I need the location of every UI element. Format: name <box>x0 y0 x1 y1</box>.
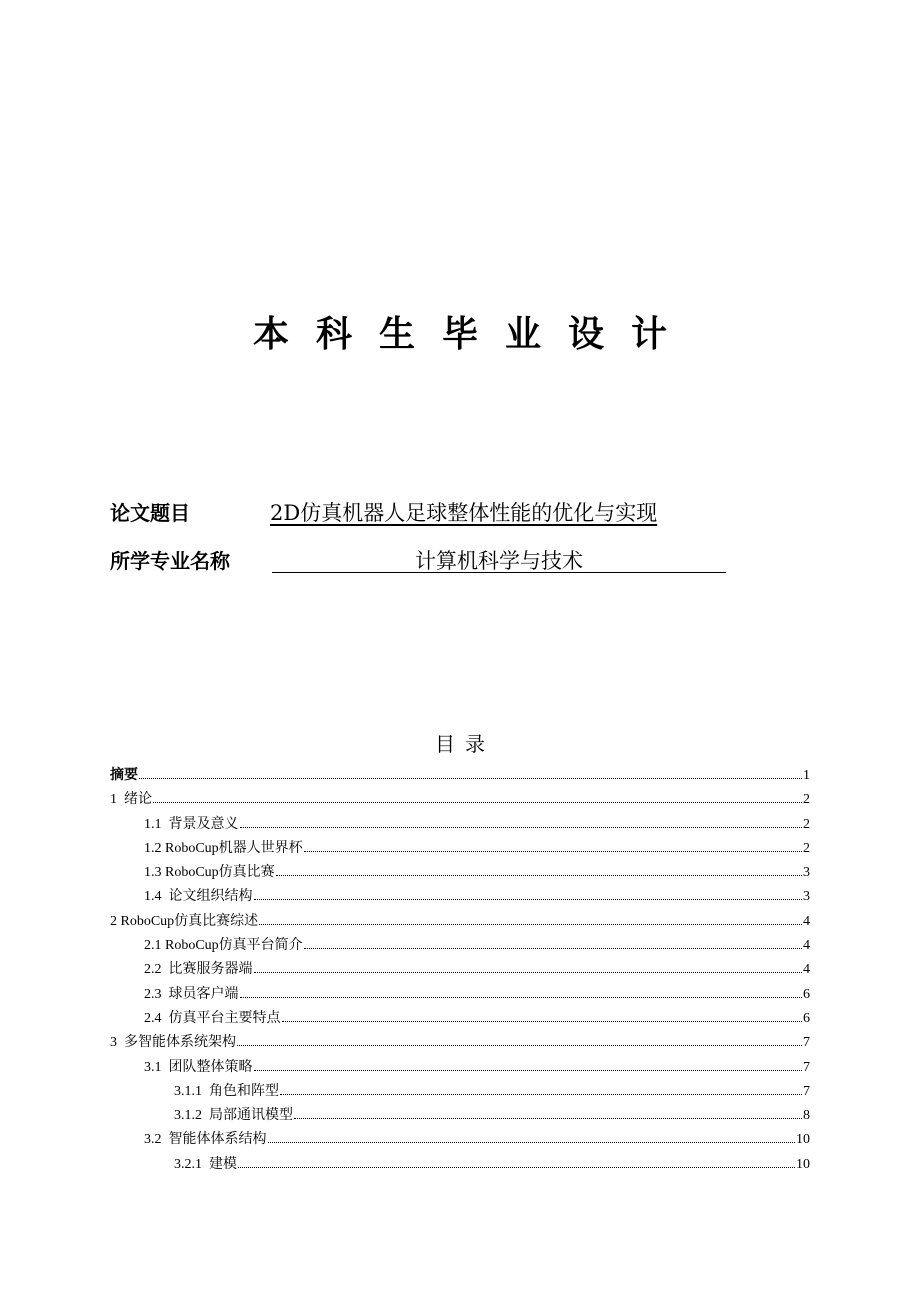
toc-title: 目录 <box>435 732 495 756</box>
toc-leader <box>254 1070 803 1071</box>
thesis-title-row <box>110 495 730 529</box>
toc-leader <box>254 899 803 900</box>
toc-entry-2-2[interactable] <box>110 960 810 984</box>
cover-title: 本科生毕业设计 <box>252 314 694 355</box>
toc-leader <box>276 875 802 876</box>
toc-entry-text: 摘要 <box>110 768 138 783</box>
toc-entry-3-1-2[interactable] <box>110 1106 810 1130</box>
toc-entry-text: 3.1.1 角色和阵型 <box>174 1083 279 1099</box>
toc-entry-2-4[interactable] <box>110 1009 810 1033</box>
toc-entry-text: 2.4 仿真平台主要特点 <box>144 1010 281 1026</box>
toc-entry-1[interactable] <box>110 790 810 814</box>
toc-entry-text: 3.1.2 局部通讯模型 <box>174 1108 293 1124</box>
toc-leader <box>259 924 802 925</box>
toc-page-number: 4 <box>803 962 810 978</box>
thesis-title-value: 2D仿真机器人足球整体性能的优化与实现 <box>270 501 658 525</box>
major-row <box>110 543 730 577</box>
toc-entry-text: 2.3 球员客户端 <box>144 986 239 1002</box>
toc-entry-text: 2 RoboCup仿真比赛综述 <box>110 913 259 929</box>
toc-entry-text: 1.2 RoboCup机器人世界杯 <box>144 840 303 856</box>
toc-entry-1-4[interactable] <box>110 887 810 911</box>
toc-entry-1-3[interactable] <box>110 863 810 887</box>
toc-entry-3-1[interactable] <box>110 1058 810 1082</box>
toc-page-number: 2 <box>803 816 810 832</box>
thesis-title-label: 论文题目 <box>110 501 190 525</box>
toc-page-number: 7 <box>803 1035 810 1051</box>
toc-entry-text: 1.3 RoboCup仿真比赛 <box>144 865 275 881</box>
toc-page-number: 10 <box>796 1132 810 1148</box>
toc-entry-text: 2.2 比赛服务器端 <box>144 962 253 978</box>
toc-leader <box>238 1167 795 1168</box>
toc-page-number: 7 <box>803 1083 810 1099</box>
toc-leader <box>237 1045 802 1046</box>
toc-entry-text: 1.4 论文组织结构 <box>144 889 253 905</box>
toc-leader <box>254 972 803 973</box>
toc-page-number: 8 <box>803 1108 810 1124</box>
toc-page-number: 4 <box>803 938 810 954</box>
toc-entry-text: 2.1 RoboCup仿真平台简介 <box>144 938 303 954</box>
toc-entry-3-1-1[interactable] <box>110 1082 810 1106</box>
toc-entry-1-2[interactable] <box>110 839 810 863</box>
toc-page-number: 6 <box>803 986 810 1002</box>
toc-entry-3-2-1[interactable] <box>110 1155 810 1179</box>
toc-leader <box>294 1118 802 1119</box>
toc-leader <box>139 778 802 779</box>
toc-entry-text: 3 多智能体系统架构 <box>110 1035 236 1051</box>
toc-leader <box>282 1021 803 1022</box>
toc-leader <box>153 802 802 803</box>
toc-leader <box>304 851 802 852</box>
toc-leader <box>240 827 803 828</box>
toc-page-number: 1 <box>803 768 810 783</box>
toc-page-number: 4 <box>803 913 810 929</box>
toc-entry-text: 3.2 智能体体系结构 <box>144 1132 267 1148</box>
toc-page-number: 10 <box>796 1156 810 1172</box>
toc-leader <box>280 1094 802 1095</box>
toc-entry-2-1[interactable] <box>110 936 810 960</box>
table-of-contents <box>110 766 810 1179</box>
major-label: 所学专业名称 <box>110 549 230 573</box>
toc-entry-3[interactable] <box>110 1033 810 1057</box>
toc-entry-text: 3.2.1 建模 <box>174 1156 237 1172</box>
toc-page-number: 2 <box>803 792 810 808</box>
toc-entry-text: 3.1 团队整体策略 <box>144 1059 253 1075</box>
toc-entry-1-1[interactable] <box>110 815 810 839</box>
major-value: 计算机科学与技术 <box>415 549 583 573</box>
toc-entry-text: 1.1 背景及意义 <box>144 816 239 832</box>
toc-leader <box>304 948 802 949</box>
toc-page-number: 3 <box>803 865 810 881</box>
toc-entry-2[interactable] <box>110 912 810 936</box>
toc-entry-2-3[interactable] <box>110 985 810 1009</box>
toc-entry-abstract[interactable] <box>110 766 810 790</box>
toc-page-number: 7 <box>803 1059 810 1075</box>
toc-entry-text: 1 绪论 <box>110 792 152 808</box>
toc-page-number: 2 <box>803 840 810 856</box>
toc-entry-3-2[interactable] <box>110 1130 810 1154</box>
toc-page-number: 6 <box>803 1010 810 1026</box>
toc-leader <box>268 1142 796 1143</box>
toc-page-number: 3 <box>803 889 810 905</box>
toc-leader <box>240 997 803 998</box>
